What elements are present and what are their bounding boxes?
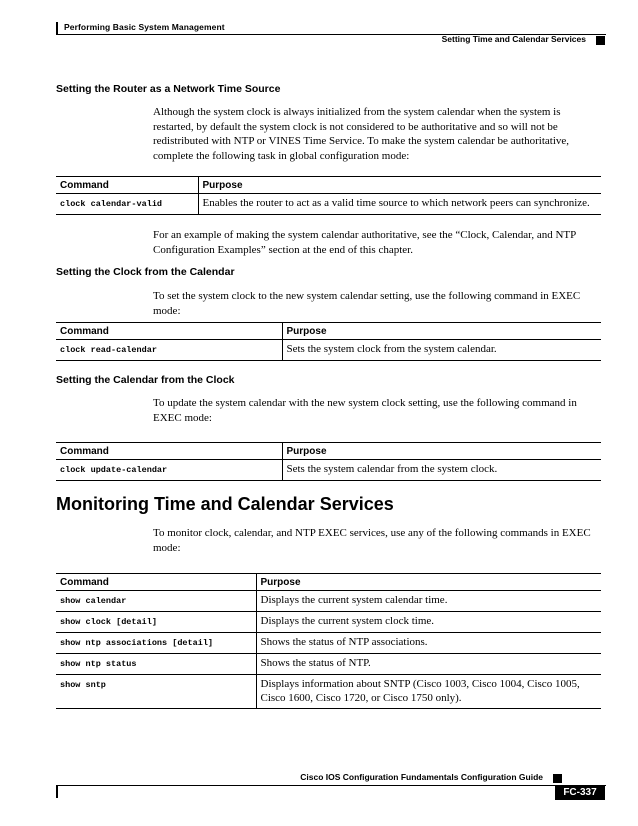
- purpose-cell: Displays the current system clock time.: [256, 612, 601, 633]
- header-marker: [596, 36, 605, 45]
- command-table-calendar-valid: [56, 176, 601, 215]
- purpose-cell: Sets the system calendar from the system clock.: [282, 460, 601, 481]
- table-row: [56, 612, 601, 633]
- header-section: Setting Time and Calendar Services: [441, 34, 586, 44]
- command-cell: clock update-calendar: [56, 460, 282, 481]
- section-note: For an example of making the system calendar authoritative, see the “Clock, Calendar, and NTP Configuration Examples” section at the end of this chapter.: [153, 229, 576, 256]
- column-header-command: Command: [56, 574, 256, 591]
- purpose-cell: Shows the status of NTP.: [256, 654, 601, 675]
- footer-rule: [56, 785, 606, 786]
- command-cell: clock calendar-valid: [56, 194, 198, 215]
- command-cell: show ntp status: [56, 654, 256, 675]
- purpose-cell: Sets the system clock from the system calendar.: [282, 340, 601, 361]
- table-row: [56, 460, 601, 481]
- footer-bar: [56, 786, 58, 798]
- table-row: [56, 591, 601, 612]
- purpose-cell: Shows the status of NTP associations.: [256, 633, 601, 654]
- column-header-command: Command: [56, 323, 282, 340]
- table-row: [56, 633, 601, 654]
- footer-marker: [553, 774, 562, 783]
- purpose-cell: Displays information about SNTP (Cisco 1003, Cisco 1004, Cisco 1005, Cisco 1600, Cisco 1720, or Cisco 1750 only).: [256, 675, 601, 709]
- section-title-calendar-from-clock: Setting the Calendar from the Clock: [56, 374, 235, 386]
- section-paragraph: Although the system clock is always initialized from the system calendar when the system is restarted, by default the system clock is not considered to be authoritative and so will not be redistributed with NTP or VINES Time Service. To make the system calendar be authoritative, complete the following task in global configuration mode:: [153, 106, 570, 162]
- command-cell: show clock [detail]: [56, 612, 256, 633]
- table-row: [56, 654, 601, 675]
- page-number: FC-337: [555, 786, 605, 800]
- command-cell: clock read-calendar: [56, 340, 282, 361]
- section-title-clock-from-calendar: Setting the Clock from the Calendar: [56, 266, 235, 278]
- purpose-cell: Displays the current system calendar time.: [256, 591, 601, 612]
- section-paragraph: To set the system clock to the new system calendar setting, use the following command in EXEC mode:: [153, 290, 581, 317]
- table-row: [56, 340, 601, 361]
- table-row: [56, 675, 601, 709]
- column-header-purpose: Purpose: [256, 574, 601, 591]
- command-cell: show sntp: [56, 675, 256, 709]
- section-title-network-time-source: Setting the Router as a Network Time Source: [56, 83, 281, 95]
- column-header-purpose: Purpose: [198, 177, 601, 194]
- column-header-purpose: Purpose: [282, 323, 601, 340]
- command-table-read-calendar: [56, 322, 601, 361]
- section-paragraph: To update the system calendar with the new system clock setting, use the following command in EXEC mode:: [153, 397, 577, 424]
- command-cell: show calendar: [56, 591, 256, 612]
- section-paragraph: To monitor clock, calendar, and NTP EXEC services, use any of the following commands in EXEC mode:: [153, 527, 591, 554]
- command-table-update-calendar: [56, 442, 601, 481]
- column-header-command: Command: [56, 177, 198, 194]
- command-table-monitoring: [56, 573, 601, 709]
- column-header-command: Command: [56, 443, 282, 460]
- header-chapter: Performing Basic System Management: [64, 22, 225, 32]
- column-header-purpose: Purpose: [282, 443, 601, 460]
- section-title-monitoring: Monitoring Time and Calendar Services: [56, 494, 394, 514]
- table-row: [56, 194, 601, 215]
- purpose-cell: Enables the router to act as a valid time source to which network peers can synchronize.: [198, 194, 601, 215]
- footer-book-title: Cisco IOS Configuration Fundamentals Configuration Guide: [300, 772, 543, 782]
- command-cell: show ntp associations [detail]: [56, 633, 256, 654]
- header-bar: [56, 22, 58, 34]
